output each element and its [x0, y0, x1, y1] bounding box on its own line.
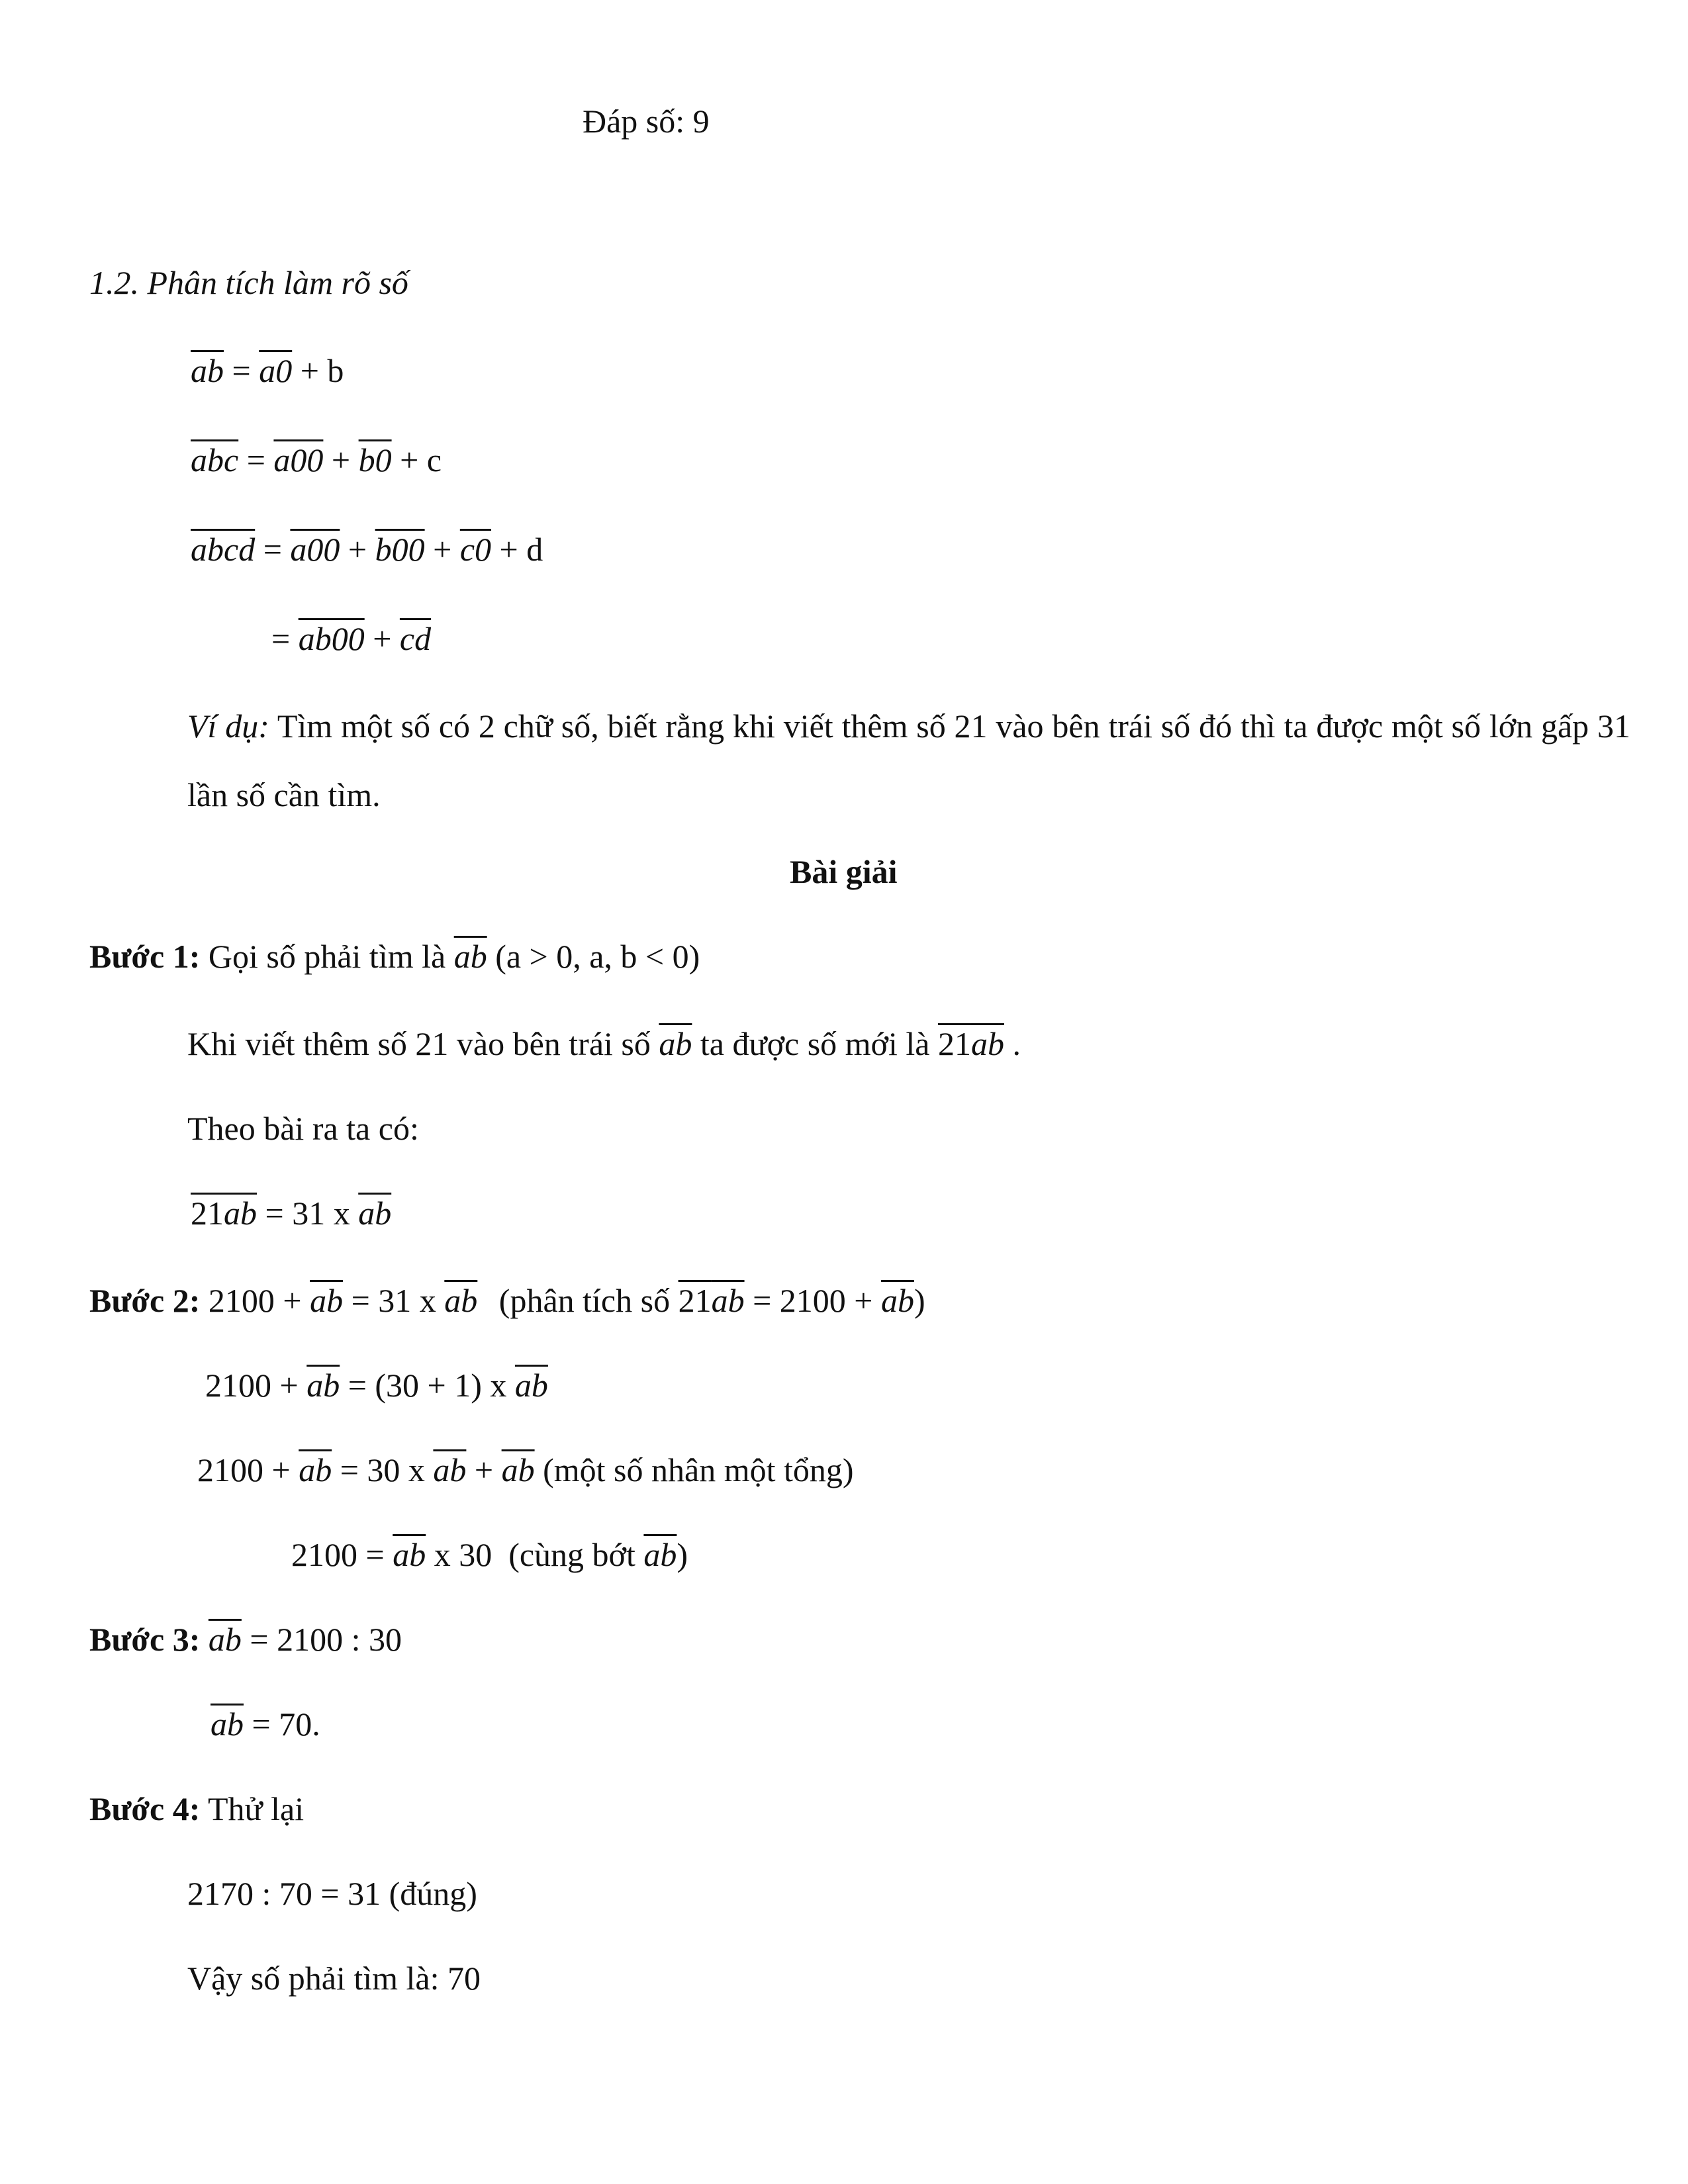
overline-numeral: $\overline{abc}$	[191, 441, 239, 478]
overline-numeral: $\overline{ab}$	[643, 1536, 677, 1573]
step1-line1: Bước 1: Gọi số phải tìm là $\overline{ab}$ (a > 0, a, b < 0)	[89, 938, 700, 975]
overline-numeral: $\overline{ab}$	[191, 352, 224, 389]
section-title: 1.2. Phân tích làm rõ số	[89, 264, 408, 301]
overline-numeral: $\overline{ab}$	[393, 1536, 426, 1573]
step4-conclusion: Vậy số phải tìm là: 70	[187, 1960, 481, 1997]
overline-numeral: 21ab	[191, 1195, 257, 1232]
overline-numeral: $\overline{ab}$	[211, 1706, 244, 1743]
overline-numeral: $\overline{ab}$	[659, 1025, 692, 1062]
decomp-row-3: abcd = a00 + b00 + c0 + d	[191, 531, 543, 568]
overline-numeral: $\overline{ab}$	[444, 1282, 478, 1319]
step3-label: Bước 3:	[89, 1621, 201, 1658]
decomp-row-4: = $ab00 + \overline{cd}$	[271, 620, 432, 657]
step1-label: Bước 1:	[89, 938, 201, 975]
overline-numeral: $\overline{ab}$	[299, 1451, 332, 1488]
overline-numeral: $\overline{ab}$	[310, 1282, 344, 1319]
step2-line2: $2100 + \overline{ab} = (30 + 1)$ x $\overline{ab}$	[205, 1367, 548, 1404]
example-label: Ví dụ:	[187, 707, 269, 745]
step2-label: Bước 2:	[89, 1282, 201, 1319]
overline-numeral: abcd	[191, 531, 256, 568]
step4-line1: Bước 4: Thử lại	[89, 1790, 305, 1827]
overline-numeral: $\overline{ab}$	[306, 1367, 340, 1404]
overline-numeral: 21ab	[678, 1282, 745, 1319]
overline-numeral: $\overline{ab}$	[501, 1451, 535, 1488]
step1-line3: Theo bài ra ta có:	[187, 1110, 419, 1147]
overline-numeral: $\overline{ab}$	[514, 1367, 548, 1404]
step1-line2: Khi viết thêm số 21 vào bên trái số $\overline{ab}$ ta được số mới là 21ab .	[187, 1025, 1021, 1062]
overline-numeral: $\overline{ab}$	[880, 1282, 914, 1319]
overline-numeral: $\overline{ab}$	[208, 1621, 242, 1658]
overline-numeral: $\overline{ab}$	[358, 1195, 392, 1232]
step2-line1: Bước 2: $2100 + \overline{ab} = 31$ x $\overline{ab}$ (phân tích số $21ab = 2100 + \overline{ab}$)	[89, 1282, 925, 1319]
decomp-row-1: $\overline{ab} = a0 + b$	[191, 352, 344, 389]
step2-line4: $2100 = \overline{ab}$ x 30 (cùng bớt $\overline{ab}$)	[291, 1536, 688, 1573]
overline-numeral: $\overline{ab}$	[433, 1451, 467, 1488]
overline-numeral: a0	[259, 352, 293, 389]
overline-numeral: b00	[375, 531, 425, 568]
overline-numeral: $\overline{ab}$	[453, 938, 487, 975]
overline-numeral: $\overline{cd}$	[399, 620, 432, 657]
answer-top: Đáp số: 9	[583, 103, 710, 140]
overline-numeral: c0	[459, 531, 492, 568]
example-paragraph	[187, 692, 1630, 829]
example-text: Tìm một số có 2 chữ số, biết rằng khi viết thêm số 21 vào bên trái số đó thì ta được một số lớn gấp 31 lần số cần tìm.	[187, 707, 1630, 813]
step2-line3: $2100 + \overline{ab} = 30$ x $\overline{ab} + \overline{ab}$ (một số nhân một tổng)	[197, 1451, 854, 1488]
step3-line1: Bước 3: $\overline{ab} = 2100$ : 30	[89, 1621, 402, 1658]
decomp-row-2: $\overline{abc} = a00 + b0 + c$	[191, 441, 442, 478]
overline-numeral: ab00	[298, 620, 365, 657]
solution-title: Bài giải	[790, 853, 898, 890]
step4-check: 2170 : 70 = 31 (đúng)	[187, 1875, 477, 1912]
overline-numeral: a00	[290, 531, 340, 568]
overline-numeral: a00	[273, 441, 324, 478]
overline-numeral: 21ab	[937, 1025, 1004, 1062]
step4-label: Bước 4:	[89, 1790, 201, 1827]
overline-numeral: b0	[358, 441, 392, 478]
step1-line4: 21ab = 31 x $\overline{ab}$	[191, 1195, 392, 1232]
step3-line2: $\overline{ab} = 70$.	[211, 1706, 320, 1743]
